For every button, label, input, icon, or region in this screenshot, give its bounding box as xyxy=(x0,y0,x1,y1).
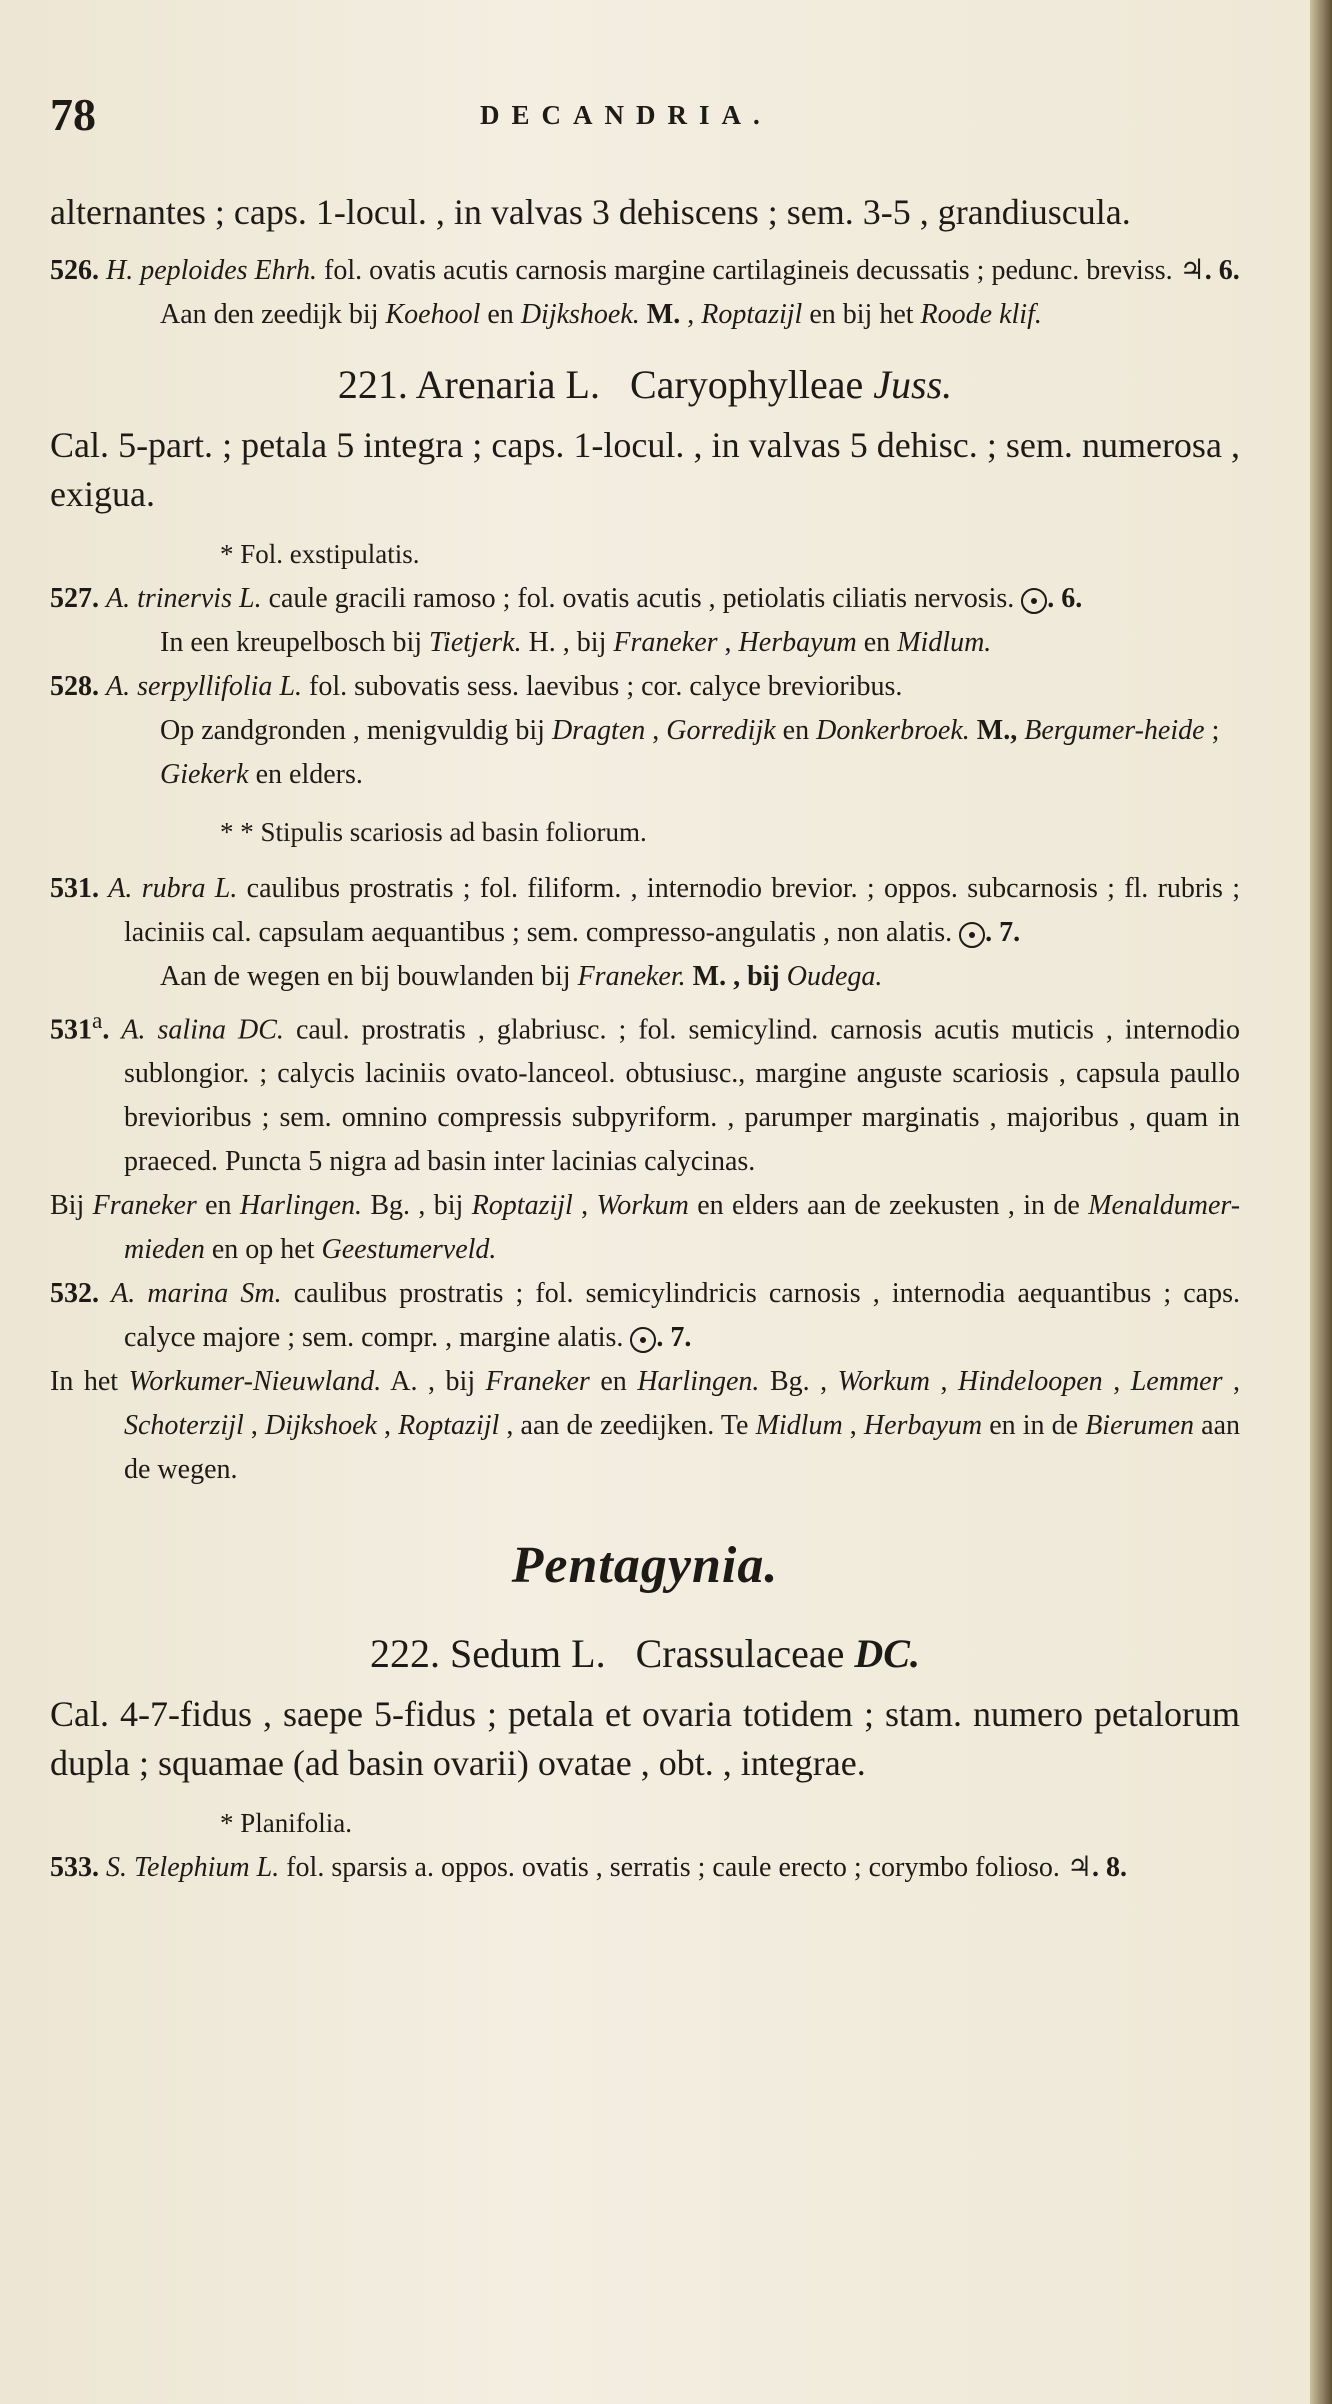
entry-number: 533. xyxy=(50,1852,99,1884)
place: Franeker xyxy=(485,1366,590,1398)
place: Bierumen xyxy=(1085,1410,1195,1442)
loc-text: , xyxy=(1222,1366,1241,1398)
species-description: caulibus prostratis ; fol. filiform. , internodio brevior. ; oppos. subcarnosis ; fl. rubris ; laciniis cal. capsulam aequantibus ; sem. compresso-angulatis , non alatis. xyxy=(124,873,1241,948)
collector: M. xyxy=(639,299,688,330)
duration-month: . 7. xyxy=(985,917,1021,948)
place: Dragten xyxy=(551,715,646,746)
species-author: L. xyxy=(256,1852,280,1884)
section-heading-1: * Fol. exstipulatis. xyxy=(220,539,420,569)
duration-month: . 7. xyxy=(656,1322,692,1354)
place: Dijkshoek. xyxy=(520,299,640,330)
place: Dijkshoek xyxy=(264,1410,377,1442)
species-entry-531a xyxy=(50,999,1240,1184)
loc-text: en in de xyxy=(982,1410,1086,1442)
place: Harlingen. xyxy=(637,1366,760,1398)
loc-text: , xyxy=(243,1410,265,1442)
place: Workum xyxy=(596,1190,689,1222)
species-author: L. xyxy=(239,583,262,614)
duration-month: . 6. xyxy=(1047,583,1083,614)
loc-text: , xyxy=(645,715,667,746)
loc-text: , aan de zeedijken. Te xyxy=(499,1410,756,1442)
perennial-symbol-icon: ♃ xyxy=(1179,255,1205,286)
page-edge xyxy=(1310,0,1332,2404)
section-heading-3: * Planifolia. xyxy=(220,1808,352,1839)
genus-heading-221 xyxy=(50,355,1240,415)
loc-text: ; xyxy=(1204,715,1220,746)
loc-text: en xyxy=(775,715,817,746)
loc-text: , xyxy=(929,1366,959,1398)
species-description: fol. ovatis acutis carnosis margine cartilagineis decussatis ; pedunc. breviss. xyxy=(317,255,1180,286)
loc-text: Bg. , xyxy=(759,1366,838,1398)
species-author: DC. xyxy=(238,1014,284,1046)
genus-description-221: Cal. 5-part. ; petala 5 integra ; caps. 1-locul. , in valvas 5 dehisc. ; sem. numerosa , exigua. xyxy=(50,425,1240,514)
species-entry-527 xyxy=(50,577,1240,621)
entry-number: 532. xyxy=(50,1278,99,1310)
species-name: A. trinervis xyxy=(106,583,232,614)
species-entry-532 xyxy=(50,1272,1240,1360)
place: Geestumerveld. xyxy=(321,1234,497,1266)
locality-526 xyxy=(50,293,1240,337)
loc-text: Aan de wegen en bij bouwlanden bij xyxy=(160,961,578,992)
place: Tietjerk. xyxy=(429,627,522,658)
loc-text: en xyxy=(856,627,898,658)
species-entry-528 xyxy=(50,665,1240,709)
place: Oudega. xyxy=(786,961,883,992)
loc-text: , xyxy=(687,299,702,330)
family-author: DC. xyxy=(854,1631,920,1677)
annual-symbol-icon xyxy=(630,1327,656,1353)
loc-text: A. , bij xyxy=(381,1366,486,1398)
place: Herbayum xyxy=(738,627,857,658)
place: Midlum xyxy=(755,1410,843,1442)
collector: M., xyxy=(969,715,1025,746)
species-author: Ehrh. xyxy=(254,255,318,286)
place: Franeker. xyxy=(577,961,686,992)
place: Hindeloopen xyxy=(958,1366,1103,1398)
entry-number: 531 xyxy=(50,1014,92,1046)
species-description: caulibus prostratis ; fol. semicylindricis carnosis , internodia aequantibus ; caps. calyce majore ; sem. compr. , margine alatis. xyxy=(124,1278,1240,1354)
place: Lemmer xyxy=(1130,1366,1223,1398)
place: Roptazijl xyxy=(398,1410,500,1442)
locality-528 xyxy=(50,709,1240,797)
species-name: A. salina xyxy=(121,1014,226,1046)
duration-month: . 6. xyxy=(1204,255,1240,286)
loc-text: Aan den zeedijk bij xyxy=(160,299,386,330)
intro-text: alternantes ; caps. 1-locul. , in valvas 3 dehiscens ; sem. 3-5 , grandiuscula. xyxy=(50,192,1131,232)
place: Schoterzijl xyxy=(124,1410,244,1442)
place: Workumer-Nieuwland. xyxy=(128,1366,382,1398)
page-header xyxy=(50,88,1240,148)
species-description: fol. subovatis sess. laevibus ; cor. calyce brevioribus. xyxy=(302,671,903,702)
family-name: Caryophylleae xyxy=(630,362,864,407)
species-entry-531 xyxy=(50,867,1240,955)
entry-dot: . xyxy=(102,1014,110,1046)
place: Gorredijk xyxy=(666,715,776,746)
entry-number: 526. xyxy=(50,255,99,286)
species-author: Sm. xyxy=(240,1278,282,1310)
loc-text: , xyxy=(717,627,739,658)
annual-symbol-icon xyxy=(959,922,985,948)
place: Roode klif. xyxy=(920,299,1042,330)
page-body xyxy=(50,188,1240,1890)
page-number: 78 xyxy=(50,89,96,140)
entry-number: 527. xyxy=(50,583,99,614)
family-name: Crassulaceae xyxy=(635,1631,845,1677)
genus-number: 221. xyxy=(337,362,408,407)
place: Franeker xyxy=(613,627,718,658)
species-entry-533 xyxy=(50,1846,1240,1890)
entry-suffix: a xyxy=(92,1008,103,1034)
loc-text: en xyxy=(196,1190,240,1222)
place: Donkerbroek. xyxy=(816,715,970,746)
loc-text: Op zandgronden , menigvuldig bij xyxy=(160,715,552,746)
locality-531a xyxy=(50,1184,1240,1272)
entry-number: 531. xyxy=(50,873,99,904)
species-author: L. xyxy=(214,873,238,904)
loc-text: en bij het xyxy=(802,299,921,330)
locality-531 xyxy=(50,955,1240,999)
loc-text: en xyxy=(589,1366,638,1398)
species-author: L. xyxy=(279,671,303,702)
loc-text: en elders. xyxy=(248,759,363,790)
place: Harlingen. xyxy=(239,1190,363,1222)
place: Giekerk xyxy=(160,759,249,790)
annual-symbol-icon xyxy=(1021,588,1047,614)
loc-text: en op het xyxy=(204,1234,322,1266)
family-author: Juss. xyxy=(873,362,953,407)
loc-text: , xyxy=(572,1190,597,1222)
place: Menaldumer-mieden xyxy=(124,1190,1241,1266)
species-name: A. marina xyxy=(111,1278,229,1310)
species-name: H. peploides xyxy=(106,255,248,286)
species-entry-526 xyxy=(50,249,1240,293)
loc-text: , xyxy=(376,1410,399,1442)
running-head: DECANDRIA. xyxy=(480,100,772,130)
duration-month: . 8. xyxy=(1092,1852,1128,1884)
loc-text: H. , bij xyxy=(521,627,614,658)
species-name: A. rubra xyxy=(108,873,206,904)
genus-name: Arenaria L. xyxy=(415,362,600,407)
species-description: caule gracili ramoso ; fol. ovatis acutis , petiolatis ciliatis nervosis. xyxy=(261,583,1022,614)
order-heading: Pentagynia. xyxy=(511,1537,779,1595)
loc-text: Bg. , bij xyxy=(362,1190,472,1222)
place: Roptazijl xyxy=(701,299,803,330)
loc-text: en xyxy=(480,299,521,330)
genus-number: 222. xyxy=(370,1631,441,1677)
loc-text: In een kreupelbosch bij xyxy=(160,627,430,658)
species-description: fol. sparsis a. oppos. ovatis , serratis ; caule erecto ; corymbo folioso. xyxy=(279,1852,1067,1884)
genus-description-222: Cal. 4-7-fidus , saepe 5-fidus ; petala et ovaria totidem ; stam. numero petalorum dupla ; squamae (ad basin ovarii) ovatae , obt. , integrae. xyxy=(50,1694,1240,1784)
place: Roptazijl xyxy=(471,1190,573,1222)
loc-text: en elders aan de zeekusten , in de xyxy=(688,1190,1089,1222)
place: Bergumer-heide xyxy=(1024,715,1205,746)
perennial-symbol-icon: ♃ xyxy=(1066,1852,1093,1884)
genus-heading-222 xyxy=(50,1624,1240,1684)
place: Herbayum xyxy=(863,1410,983,1442)
section-heading-2: * * Stipulis scariosis ad basin foliorum. xyxy=(220,817,647,847)
loc-text: Bij xyxy=(50,1190,93,1222)
species-name: S. Telephium xyxy=(106,1852,250,1884)
loc-text: In het xyxy=(50,1366,129,1398)
locality-532 xyxy=(50,1360,1240,1492)
loc-text: aan de wegen. xyxy=(124,1410,1241,1486)
species-name: A. serpyllifolia xyxy=(106,671,273,702)
place: Workum xyxy=(837,1366,930,1398)
species-description: caul. prostratis , glabriusc. ; fol. semicylind. carnosis acutis muticis , internodio sublongior. ; calycis laciniis ovato-lanceol. obtusiusc., margine anguste scariosis , capsula paullo brevioribus ; sem. omnino compressis subpyriform. , parumper marginatis , majoribus , quam in praeced. Puncta 5 nigra ad basin inter lacinias calycinas. xyxy=(124,1014,1241,1178)
loc-text: , xyxy=(842,1410,864,1442)
genus-name: Sedum L. xyxy=(450,1631,606,1677)
place: Koehool xyxy=(385,299,481,330)
place: Midlum. xyxy=(897,627,992,658)
entry-number: 528. xyxy=(50,671,99,702)
locality-527 xyxy=(50,621,1240,665)
place: Franeker xyxy=(92,1190,197,1222)
loc-text: , xyxy=(1102,1366,1131,1398)
collector: M. , bij xyxy=(685,961,787,992)
